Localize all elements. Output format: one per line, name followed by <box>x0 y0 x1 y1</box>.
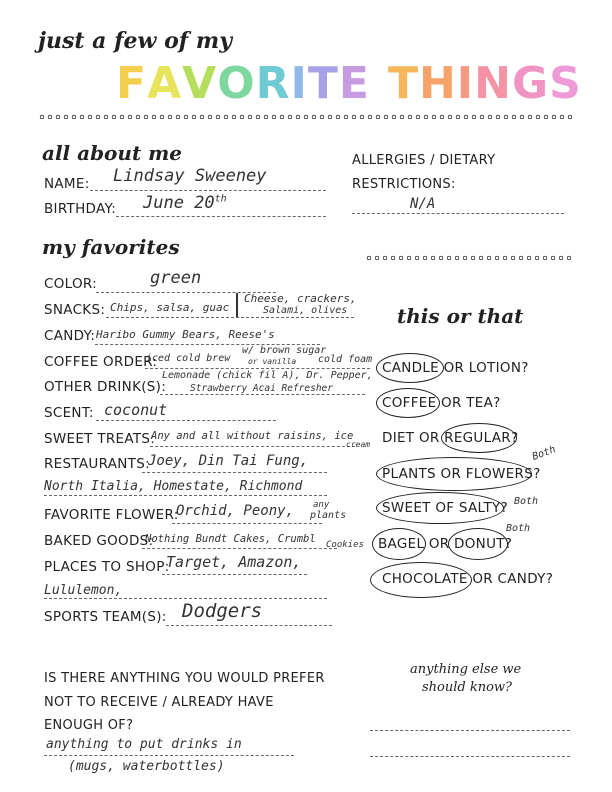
title-letter: A <box>147 58 183 109</box>
restaurants-label: RESTAURANTS: <box>44 456 150 472</box>
flower-value[interactable]: Orchid, Peony, <box>176 503 295 519</box>
prefer-question-2: NOT TO RECEIVE / ALREADY HAVE <box>44 695 274 710</box>
prefer-question-3: ENOUGH OF? <box>44 718 134 733</box>
shop-line <box>162 574 307 575</box>
q1-answer-circle[interactable] <box>376 353 444 383</box>
snacks-value-3: Salami, olives <box>263 305 348 316</box>
restaurants-value[interactable]: Joey, Din Tai Fung, <box>148 453 309 469</box>
anything-else-2: should know? <box>422 680 513 695</box>
shop-label: PLACES TO SHOP: <box>44 559 170 575</box>
title-letter: N <box>474 58 512 109</box>
right-dotted-divider <box>365 255 573 261</box>
snacks-value[interactable]: Chips, salsa, guac <box>110 301 230 314</box>
q6: BAGEL OR DONUT? <box>378 536 513 552</box>
sports-line <box>166 625 332 626</box>
subtitle: just a few of my <box>38 28 232 54</box>
sports-label: SPORTS TEAM(S): <box>44 609 167 625</box>
treats-value-2: cream <box>346 440 371 449</box>
q7: CHOCOLATE OR CANDY? <box>382 571 554 587</box>
shop-value[interactable]: Target, Amazon, <box>166 553 302 571</box>
title-word-things <box>388 58 582 109</box>
page-title <box>116 58 582 109</box>
prefer-answer-2: (mugs, waterbottles) <box>68 759 225 774</box>
else-line-1 <box>370 730 570 731</box>
title-letter: E <box>338 58 370 109</box>
q6-note: Both <box>506 523 531 534</box>
favorites-heading: my favorites <box>42 235 180 259</box>
title-letter: H <box>418 58 457 109</box>
snacks-label: SNACKS: <box>44 302 106 318</box>
candy-value[interactable]: Haribo Gummy Bears, Reese's <box>96 328 275 341</box>
birthday-value[interactable] <box>143 193 227 213</box>
drink-line <box>160 394 365 395</box>
coffee-value-3: or vanilla <box>248 357 297 366</box>
q5-note: Both <box>514 496 539 507</box>
birthday-line <box>116 216 326 217</box>
title-letter: S <box>549 58 582 109</box>
title-letter: F <box>116 58 148 109</box>
scent-label: SCENT: <box>44 405 94 421</box>
flower-value-3: plants <box>310 510 347 521</box>
snacks-line <box>106 317 354 318</box>
q3-answer-circle[interactable] <box>441 423 517 453</box>
allergies-label-1: ALLERGIES / DIETARY <box>352 153 496 168</box>
title-letter: I <box>290 58 308 109</box>
prefer-line-1 <box>44 755 294 756</box>
q6-answer-circle-donut[interactable] <box>448 528 508 560</box>
coffee-value-2: w/ brown sugar <box>242 345 327 356</box>
drink-value-2: Strawberry Acai Refresher <box>190 383 333 394</box>
drink-value[interactable]: Lemonade (chick fil A), Dr. Pepper, <box>162 370 373 381</box>
prefer-answer-1[interactable]: anything to put drinks in <box>46 737 242 752</box>
q5-answer-circle[interactable] <box>376 492 504 524</box>
color-value[interactable]: green <box>150 268 202 288</box>
baked-value[interactable]: Nothing Bundt Cakes, Crumbl <box>145 533 316 545</box>
restaurants-line <box>142 472 327 473</box>
treats-value[interactable]: Any and all without raisins, ice <box>151 430 354 442</box>
coffee-line <box>145 368 370 369</box>
birthday-value-text: June 20 <box>143 193 215 213</box>
shop-line-2 <box>44 598 327 599</box>
coffee-label: COFFEE ORDER: <box>44 354 158 370</box>
name-line <box>90 190 326 191</box>
q5: SWEET OF SALTY? <box>382 500 509 516</box>
about-heading: all about me <box>42 141 183 165</box>
q1: CANDLE OR LOTION? <box>382 360 529 376</box>
baked-value-2: Cookies <box>326 540 364 550</box>
name-value[interactable]: Lindsay Sweeney <box>113 166 267 186</box>
restaurants-line-2 <box>44 495 327 496</box>
baked-line <box>142 548 337 549</box>
scent-value[interactable]: coconut <box>104 401 168 419</box>
title-letter: T <box>387 58 419 109</box>
q2-answer-circle[interactable] <box>376 388 440 418</box>
q2: COFFEE OR TEA? <box>382 395 501 411</box>
allergies-label-2: RESTRICTIONS: <box>352 177 456 192</box>
baked-label: BAKED GOODS: <box>44 533 154 549</box>
allergies-value[interactable]: N/A <box>410 196 436 212</box>
candy-label: CANDY: <box>44 328 96 344</box>
q7-answer-circle[interactable] <box>370 562 472 598</box>
sports-value[interactable]: Dodgers <box>182 600 263 622</box>
title-word-favorite <box>116 58 370 109</box>
scent-line <box>96 420 276 421</box>
allergies-line <box>352 213 564 214</box>
treats-label: SWEET TREATS: <box>44 431 156 447</box>
q4-answer-circle[interactable] <box>376 457 532 491</box>
top-dotted-divider <box>38 114 573 120</box>
q3: DIET OR REGULAR? <box>382 430 519 446</box>
birthday-superscript: th <box>214 193 227 205</box>
flower-value-2: any <box>313 500 330 510</box>
prefer-question-1: IS THERE ANYTHING YOU WOULD PREFER <box>44 671 325 686</box>
shop-value-2: Lululemon, <box>44 583 123 598</box>
treats-line <box>150 446 355 447</box>
flower-label: FAVORITE FLOWER: <box>44 507 179 523</box>
coffee-value[interactable]: iced cold brew <box>146 353 231 364</box>
title-letter: V <box>182 58 218 109</box>
title-letter: G <box>511 58 550 109</box>
anything-else-1: anything else we <box>410 662 522 677</box>
q6-answer-circle-bagel[interactable] <box>372 528 426 560</box>
snacks-value-2: Cheese, crackers, <box>244 292 357 305</box>
snacks-divider <box>236 293 238 317</box>
restaurants-value-2: North Italia, Homestate, Richmond <box>44 479 303 494</box>
color-label: COLOR: <box>44 276 98 292</box>
title-letter: O <box>217 58 256 109</box>
drink-label: OTHER DRINK(S): <box>44 379 167 395</box>
name-label: NAME: <box>44 176 90 192</box>
title-letter: I <box>456 58 475 109</box>
flower-line <box>172 523 322 524</box>
coffee-value-4: cold foam <box>318 354 373 365</box>
else-line-2 <box>370 756 570 757</box>
this-or-that-heading: this or that <box>397 304 524 328</box>
title-letter: R <box>255 58 291 109</box>
q4-note: Both <box>530 444 558 463</box>
title-letter: T <box>307 58 339 109</box>
birthday-label: BIRTHDAY: <box>44 201 117 217</box>
q4: PLANTS OR FLOWERS? <box>382 466 541 482</box>
